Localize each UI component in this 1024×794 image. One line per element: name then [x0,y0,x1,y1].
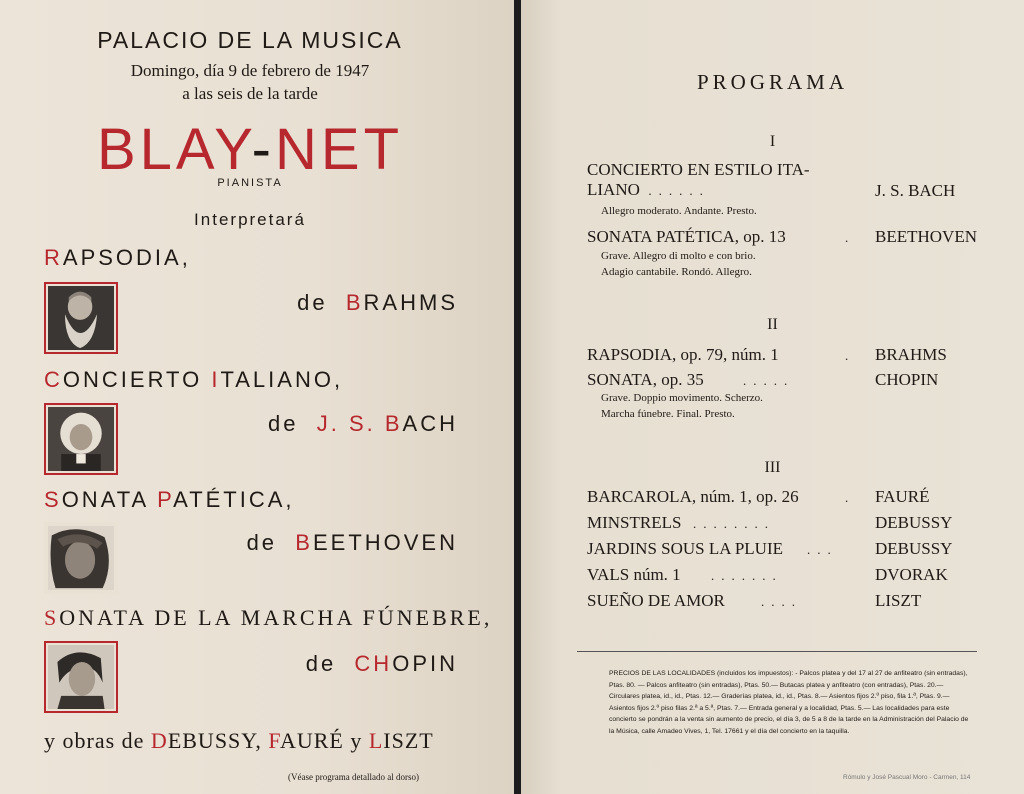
work-title-sonata-patetica [44,487,295,513]
composer-rest: AURÉ [279,728,351,753]
program-item-title-cont: LIANO ...... [587,180,710,199]
program-movements: Marcha fúnebre. Final. Presto. [601,408,735,420]
program-item-composer: LISZT [875,591,922,610]
artist-first: BLAY [96,117,252,182]
printer-credit: Rómulo y José Pascual Moro - Carmen, 114 [843,774,971,781]
composer-initial: D [150,728,168,753]
composer-initial: B [345,290,364,315]
program-item-composer: BEETHOVEN [875,227,977,246]
work-title-rapsodia [44,245,191,271]
part-numeral: III [764,459,781,476]
program-item-title: SONATA, op. 35 [587,370,704,389]
program-movements: Allegro moderato. Andante. Presto. [601,205,757,217]
composer-rest: ISZT [383,728,434,753]
program-item-title: MINSTRELS [587,513,682,532]
other-works-line [44,728,434,754]
work-rest: TALIANO, [220,367,344,392]
program-movements: Grave. Allegro di molto e con brio. [601,250,756,262]
composer-initial: CH [354,651,393,676]
leader-dots: . [845,230,856,245]
leader-dots: ... [807,542,838,557]
program-item-composer: CHOPIN [875,370,939,389]
program-item-title: RAPSODIA, op. 79, núm. 1 [587,345,779,364]
artist-role: PIANISTA [217,177,283,189]
work-rest: ONATA DE LA MARCHA FÚNEBRE, [59,605,493,630]
footnote: (Véase programa detallado al dorso) [288,772,419,782]
artist-name [44,118,456,182]
work-initial: S [44,605,60,630]
leader-dots: ..... [743,373,795,388]
closing-conj: y [350,728,369,753]
program-item-title: SUEÑO DE AMOR [587,591,725,610]
composer-initial: F [268,728,280,753]
composer-initial: J. S. B [316,411,403,436]
leader-dots: . [845,348,856,363]
portrait-chopin-icon [44,641,118,713]
work-rest: ONATA [61,487,158,512]
program-movements: Adagio cantabile. Rondó. Allegro. [601,266,752,278]
artist-sep: - [251,117,275,182]
work-initial: C [44,367,63,392]
program-item-composer: DVORAK [875,565,948,584]
portrait-brahms-icon [44,282,118,354]
part-numeral: I [769,133,776,150]
leader-dots: .... [761,594,802,609]
program-item-composer: BRAHMS [875,345,947,364]
composer-brahms [297,290,458,316]
composer-prefix: de [268,411,299,436]
leader-dots: ........ [693,516,775,531]
program-title: PROGRAMA [696,70,849,94]
program-item-title: JARDINS SOUS LA PLUIE [587,539,783,558]
program-movements: Grave. Doppio movimento. Scherzo. [601,392,763,404]
work-initial: P [157,487,174,512]
work-title-concierto [44,367,343,393]
artist-last: NET [275,117,403,182]
composer-rest: RAHMS [363,290,458,315]
title-continued: LIANO [587,180,640,199]
program-item-title: BARCAROLA, núm. 1, op. 26 [587,487,799,506]
composer-initial: B [295,530,313,555]
program-item-composer: FAURÉ [875,487,930,506]
intro-line: Interpretará [194,210,306,229]
work-title-marcha-funebre [44,605,492,631]
composer-initial: L [368,728,384,753]
concert-date: Domingo, día 9 de febrero de 1947 [130,61,370,80]
portrait-bach-icon [44,403,118,475]
work-rest: ATÉTICA, [173,487,295,512]
work-rest: APSODIA, [62,245,191,270]
program-item-title: CONCIERTO EN ESTILO ITA- [587,160,810,179]
composer-rest: OPIN [392,651,458,676]
program-item-composer: J. S. BACH [875,181,956,200]
composer-beethoven [247,530,458,556]
program-item-composer: DEBUSSY [875,513,953,532]
leader-dots: . [845,490,856,505]
closing-prefix: y obras de [44,728,151,753]
work-initial: I [211,367,221,392]
composer-prefix: de [297,290,328,315]
part-numeral: II [767,316,778,333]
composer-chopin [306,651,458,677]
concert-time: a las seis de la tarde [182,84,318,103]
portrait-beethoven-icon [44,522,118,594]
divider [577,651,977,652]
composer-rest: EBUSSY, [167,728,269,753]
program-item-composer: DEBUSSY [875,539,953,558]
ticket-prices: PRECIOS DE LAS LOCALIDADES (incluidos los impuestos): - Palcos platea y del 17 al 27 de anfiteatro (sin entradas), Ptas. 80. — Palcos anfiteatro (sin entradas), Ptas. 50.— Butacas platea y anfiteatro (con entradas), Ptas. 20.— Circulares platea, id., id., Ptas. 12.— Graderías platea, id., id., Ptas. 8.— Asientos fijos 2.º piso, fila 1.ª, Ptas. 9.— Asientos fijos 2.º piso filas 2.ª a 5.ª, Ptas. 7.— Entrada general y a localidad, Ptas. 5.— Las localidades para este concierto se pondrán a la venta sin aumento de precio, el día 3, de 5 a 8 de la tarde en la Administración del Palacio de la Música, calle Amadeo Vives, 1, Tel. 17661 y el día del concierto en la taquilla. [609,670,969,735]
venue-title: PALACIO DE LA MUSICA [97,27,403,53]
program-item-title: SONATA PATÉTICA, op. 13 [587,227,786,246]
leader-dots: ....... [711,568,783,583]
program-item-title: VALS núm. 1 [587,565,681,584]
work-initial: S [44,487,62,512]
composer-prefix: de [305,651,337,676]
work-initial: R [44,245,63,270]
program-page [521,0,1024,794]
composer-bach [268,411,458,437]
work-rest: ONCIERTO [62,367,212,392]
composer-prefix: de [246,530,278,555]
composer-rest: EETHOVEN [312,530,458,555]
composer-rest: ACH [402,411,458,436]
